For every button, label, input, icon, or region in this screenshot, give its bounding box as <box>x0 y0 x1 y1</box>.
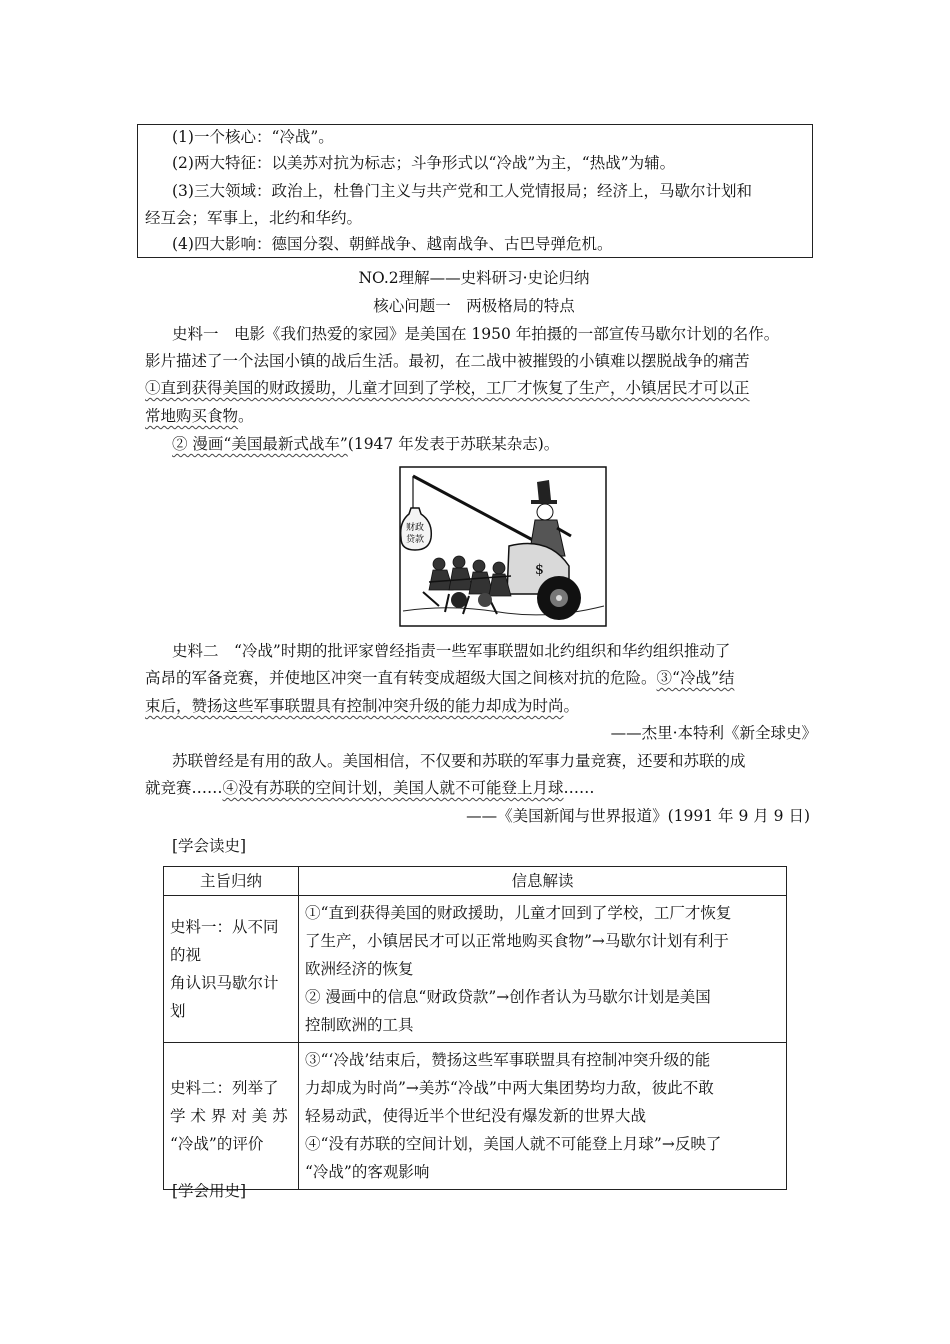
cell-line: “冷战”的客观影响 <box>305 1163 430 1181</box>
theme-cell <box>164 1043 299 1190</box>
material2-line-1: 史料二 “冷战”时期的批评家曾经指责一些军事联盟如北约组织和华约组织推动了 <box>172 642 731 660</box>
learn-read-label: [学会读史] <box>172 837 247 855</box>
summary-line-1: (1)一个核心：“冷战”。 <box>172 128 334 146</box>
cell-line: ③“‘冷战’结束后，赞扬这些军事联盟具有控制冲突升级的能 <box>305 1051 711 1069</box>
header-info: 信息解读 <box>299 867 787 896</box>
source-citation-1: ——杰里·本特利《新全球史》 <box>610 724 817 742</box>
material1-line-1: 史料一 电影《我们热爱的家园》是美国在 1950 年拍摄的一部宣传马歇尔计划的名作。 <box>172 325 780 343</box>
marked-text: 束后，赞扬这些军事联盟具有控制冲突升级的能力却成为时尚 <box>145 697 564 715</box>
info-table <box>163 866 787 1190</box>
marked-text: ①直到获得美国的财政援助，儿童才回到了学校，工厂才恢复了生产，小镇居民才可以正 <box>145 379 750 397</box>
cell-line: ④“没有苏联的空间计划，美国人就不可能登上月球”→反映了 <box>305 1135 722 1153</box>
punctuation: 。 <box>563 697 580 715</box>
cell-line: 学 术 界 对 美 苏 <box>170 1107 288 1125</box>
material1-line-5 <box>172 433 559 455</box>
summary-line-3: (3)三大领域：政治上，杜鲁门主义与共产党和工人党情报局；经济上，马歇尔计划和 <box>172 182 752 200</box>
info-cell <box>299 1043 787 1190</box>
info-cell <box>299 896 787 1043</box>
cell-line: ①“直到获得美国的财政援助，儿童才回到了学校，工厂才恢复 <box>305 904 732 922</box>
cell-line: 史料一：从不同 <box>170 918 279 936</box>
marked-text: 常地购买食物 <box>145 407 239 425</box>
cell-line: 史料二：列举了 <box>170 1079 279 1097</box>
cell-line: 控制欧洲的工具 <box>305 1016 414 1034</box>
material2-line-2 <box>145 667 734 689</box>
material1-line-3 <box>145 377 750 399</box>
learn-use-label: [学会用史] <box>172 1182 247 1200</box>
table-row <box>164 1043 787 1190</box>
material2-line-5 <box>145 777 595 799</box>
marked-text: ③“冷战”结 <box>656 669 735 687</box>
cell-line: 划 <box>170 1002 186 1020</box>
table-header-row <box>164 867 787 896</box>
material1-line-2: 影片描述了一个法国小镇的战后生活。最初，在二战中被摧毁的小镇难以摆脱战争的痛苦 <box>145 352 750 370</box>
marked-text: ② 漫画“美国最新式战车” <box>172 435 348 453</box>
summary-line-4: 经互会；军事上，北约和华约。 <box>145 209 363 227</box>
punctuation: 。 <box>238 407 254 425</box>
plain-text: 就竞赛…… <box>145 779 223 797</box>
bag-text-1: 财政 <box>405 523 425 533</box>
cell-line: 的视 <box>170 946 202 964</box>
cell-line: 欧洲经济的恢复 <box>305 960 414 978</box>
bag-text-2: 贷款 <box>405 535 425 545</box>
cell-line: 角认识马歇尔计 <box>170 974 279 992</box>
cartoon-caption-note: (1947 年发表于苏联某杂志)。 <box>347 435 560 453</box>
table-row <box>164 896 787 1043</box>
material1-line-4 <box>145 405 254 427</box>
plain-text: 高昂的军备竞赛，并使地区冲突一直有转变成超级大国之间核对抗的危险。 <box>145 669 657 687</box>
cartoon-latest-war-chariot <box>399 466 607 627</box>
material2-line-3 <box>145 695 579 717</box>
cell-line: ② 漫画中的信息“财政贷款”→创作者认为马歇尔计划是美国 <box>305 988 711 1006</box>
header-theme: 主旨归纳 <box>164 867 299 896</box>
theme-cell <box>164 896 299 1043</box>
summary-line-5: (4)四大影响：德国分裂、朝鲜战争、越南战争、古巴导弹危机。 <box>172 235 613 253</box>
core-question-title: 核心问题一 两极格局的特点 <box>373 297 575 315</box>
ellipsis: …… <box>563 779 595 797</box>
summary-line-2: (2)两大特征：以美苏对抗为标志；斗争形式以“冷战”为主，“热战”为辅。 <box>172 154 676 172</box>
cell-line: 了生产，小镇居民才可以正常地购买食物”→马歇尔计划有利于 <box>305 932 729 950</box>
cell-line: “冷战”的评价 <box>170 1135 264 1153</box>
cell-line: 轻易动武，使得近半个世纪没有爆发新的世界大战 <box>305 1107 647 1125</box>
cell-line: 力却成为时尚”→美苏“冷战”中两大集团势均力敌，彼此不敢 <box>305 1079 714 1097</box>
section-title: NO.2理解——史料研习·史论归纳 <box>358 269 590 287</box>
marked-text: ④没有苏联的空间计划，美国人就不可能登上月球 <box>222 779 564 797</box>
material2-line-4: 苏联曾经是有用的敌人。美国相信，不仅要和苏联的军事力量竞赛，还要和苏联的成 <box>172 752 746 770</box>
cannon-mark: $ <box>535 562 544 578</box>
source-citation-2: ——《美国新闻与世界报道》(1991 年 9 月 9 日) <box>466 807 810 825</box>
